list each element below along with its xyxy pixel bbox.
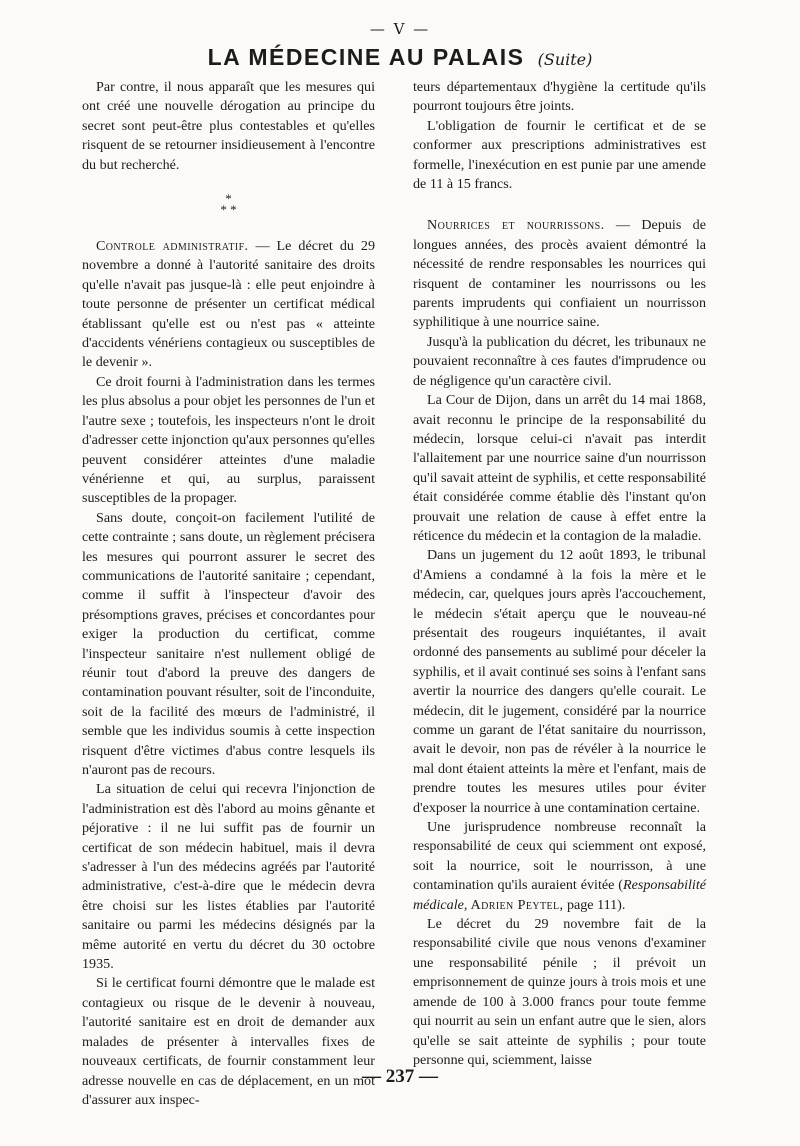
page-folio-top: — V — (369, 20, 431, 38)
controle-body: — Le décret du 29 novembre a donné à l'autorité sanitaire des droits qu'elle n'avait pas jusque-là : elle peut enjoindre à toute personne de présenter un certificat médical établissant qu'elle est ou n'est pas « atteinte d'accidents vénériens contagieux ou susceptibles de le devenir ». (82, 238, 375, 371)
section-gap (413, 194, 706, 216)
right-paragraph-nourrices (413, 216, 706, 332)
left-column (82, 78, 375, 1110)
p7-body: Une jurisprudence nombreuse reconnaît la responsabilité de ceux qui sciemment ont exposé, soit la nourrice, soit le nourrisson, à une contamination qu'ils auraient évitée ( (413, 819, 706, 894)
title-suite: (Suite) (537, 50, 593, 69)
page-title (0, 44, 800, 71)
section-heading-nourrices: Nourrices et nourrissons. (427, 217, 605, 234)
right-paragraph-1: teurs départementaux d'hygiène la certitude qu'ils pourront toujours être joints. (413, 79, 706, 115)
left-paragraph-5: La situation de celui qui recevra l'injonction de l'administration est dès l'abord au moins gênante et péjorative : il ne lui suffit pas de fournir un certificat de son médecin habituel, mais il devra s'adresser à l'un des médecins agréés par l'autorité administrative, c'est-à-dire que le médecin devra être choisi sur les listes établies par l'autorité sanitaire ou parmi les médecins désignés par la même autorité en vertu du décret du 30 octobre 1935. (82, 781, 375, 973)
section-heading-controle: Controle administratif. (96, 238, 249, 255)
p7-citation-author: Adrien Peytel, (467, 896, 564, 913)
section-separator: * * * (220, 191, 237, 218)
left-paragraph-4: Sans doute, conçoit-on facilement l'utilité de cette contrainte ; sans doute, un règlement précisera les mesures qui pourront assurer le secret des communications de l'autorité sanitaire ; cependant, comme il suffit à l'inspecteur d'avoir des présomptions graves, précises et concordantes pour exiger la production du certificat, comme l'inspecteur sanitaire n'est nullement obligé de réunir tout d'abord la preuve des dangers de contamination pouvant résulter, soit de l'inconduite, soit de la facilité des mœurs de l'administré, il semble que les individus soumis à cette inspection risquent d'être victimes d'abus contre lesquels ils n'auront pas de recours. (82, 509, 375, 778)
page-number: — 237 — (362, 1066, 438, 1087)
p7-citation-title: Responsabilité médicale, (413, 877, 706, 913)
right-paragraph-6: Dans un jugement du 12 août 1893, le tribunal d'Amiens a condamné à la fois la mère et le médecin, car, quelques jours après l'accouchement, le médecin s'était aperçu que le nouveau-né présentait des rougeurs inquiétantes, il avait ordonné des pansements au sublimé pour déceler la syphilis, et il avait continué ses soins à l'enfant sans avertir la nourrice des dangers qu'elle courait. Le médecin, dit le jugement, considéré par la nourrice comme un garant de l'état sanitaire du nourrisson, avait le devoir, non pas de révéler à la nourrice le mal dont étaient atteints la mère et l'enfant, mais de prendre toutes les mesures utiles pour éviter d'exposer la nourrice à une contamination certaine. (413, 547, 706, 816)
left-paragraph-6: Si le certificat fourni démontre que le malade est contagieux ou risque de le devenir à nouveau, l'autorité sanitaire est en droit de demander aux malades de présenter à intervalles fixes de nouveaux certificats, de fournir constamment leur adresse nouvelle en cas de déplacement, en un mot d'assurer aux inspec- (82, 975, 375, 1108)
left-paragraph-1: Par contre, il nous apparaît que les mesures qui ont créé une nouvelle dérogation au principe du secret sont peut-être plus contestables et qu'elles risquent de se retourner insidieusement à l'encontre du but recherché. (82, 79, 375, 173)
right-paragraph-5: La Cour de Dijon, dans un arrêt du 14 mai 1868, avait reconnu le principe de la responsabilité du médecin, lorsque celui-ci n'avait pas interdit l'allaitement par une nourrice saine d'un nourrisson qu'il savait atteint de syphilis, et cette responsabilité était considérée comme établie dès l'instant qu'on prouvait une relation de cause à effet entre la réticence du médecin et la contagion de la maladie. (413, 392, 706, 544)
left-paragraph-controle (82, 237, 375, 373)
right-column (413, 78, 706, 1070)
title-main: LA MÉDECINE AU PALAIS (207, 44, 525, 70)
right-paragraph-7 (413, 818, 706, 915)
p7-citation-page: page 111). (563, 896, 626, 913)
right-paragraph-8: Le décret du 29 novembre fait de la responsabilité civile que nous venons d'examiner une responsabilité pénile ; il prévoit un emprisonnement de quinze jours à trois mois et une amende de 100 à 3.000 francs pour toute femme qui nourrit au sein un enfant autre que le sien, alors qu'elle se sait atteinte de syphilis ; pour toute personne qui, sciemment, laisse (413, 916, 706, 1068)
right-paragraph-4: Jusqu'à la publication du décret, les tribunaux ne pouvaient reconnaître à ces fautes d'imprudence ou de négligence qu'un caractère civil. (413, 333, 706, 389)
nourrices-body: — Depuis de longues années, des procès avaient démontré la nécessité de rendre responsables les nourrices qui risquent de contaminer les nourrissons ou les parents imprudents qui confiaient un nourrisson syphilitique à une nourrice saine. (413, 217, 706, 331)
left-paragraph-3: Ce droit fourni à l'administration dans les termes les plus absolus a pour objet les personnes de l'un et l'autre sexe ; toutefois, les inspecteurs n'ont le droit d'adresser cette injonction qu'aux personnes qu'elles peuvent considérer atteintes d'une maladie vénérienne et qui, au surplus, paraissent susceptibles de la propager. (82, 373, 375, 507)
right-paragraph-2: L'obligation de fournir le certificat et de se conformer aux prescriptions administratives est formelle, l'inexécution en est punie par une amende de 11 à 15 francs. (413, 117, 706, 193)
